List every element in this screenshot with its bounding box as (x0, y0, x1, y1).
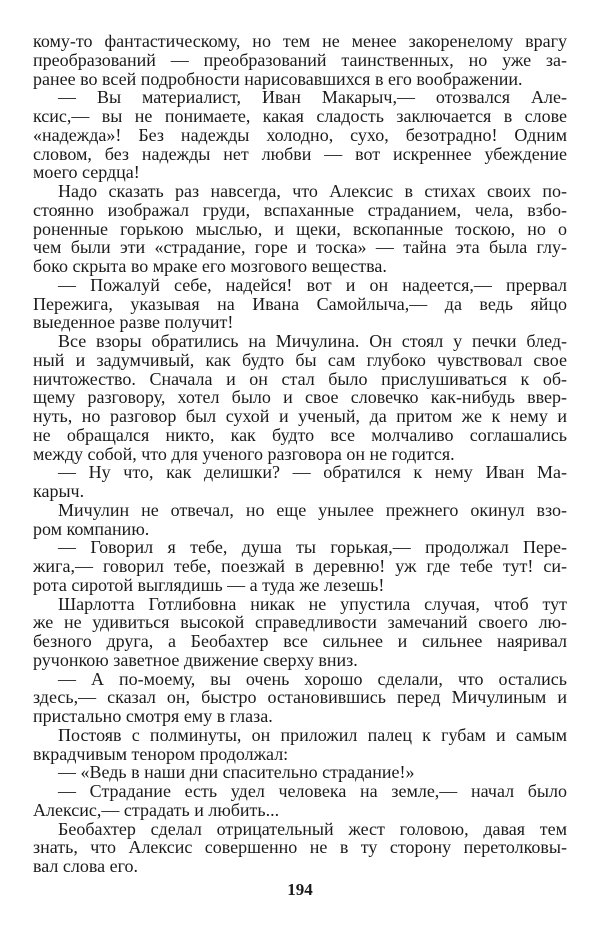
text-line: знать, что Алексис совершенно не в ту сторону перетолковы- (33, 837, 567, 858)
text-line: не обращался никто, как будто все молчаливо соглашались (33, 424, 567, 445)
text-line: боко скрыта во мраке его мозгового вещества. (33, 256, 387, 276)
text-line: чем были эти «страдание, горе и тоска» — тайна эта была глу- (33, 237, 567, 258)
text-line: преобразований — преобразований таинственных, но уже за- (33, 49, 567, 70)
text-line: Надо сказать раз навсегда, что Алексис в стихах своих по- (58, 181, 567, 201)
text-line: словом, без надежды нет любви — вот искреннее убеждение (33, 143, 567, 164)
page-text-body (33, 32, 567, 876)
text-line: же не удивиться высокой справедливости замечаний своего лю- (33, 612, 567, 633)
text-line: ручонкою заветное движение сверху вниз. (33, 649, 358, 670)
text-line: ный и задумчивый, как будто бы сам глубоко чувствовал свое (33, 349, 567, 370)
text-line: пристально смотря ему в глаза. (33, 706, 273, 726)
text-line: вкрадчивым тенором продолжал: (33, 743, 289, 764)
text-line: кому-то фантастическому, но тем не менее закоренелому врагу (33, 31, 567, 51)
text-line: «надежда»! Без надежды холодно, сухо, безотрадно! Одним (33, 124, 567, 145)
text-line: нуть, но разговор был сухой и ученый, да притом же к нему и (33, 406, 567, 426)
page-number: 194 (287, 880, 313, 899)
text-line: безного друга, а Беобахтер все сильнее и сильнее наяривал (33, 631, 567, 651)
text-line: — «Ведь в наши дни спасительно страдание!» (58, 762, 415, 783)
text-line: вал слова его. (33, 856, 139, 876)
text-line: роненные горькою мыслью, и щеки, вскопанные тоскою, но о (33, 218, 567, 239)
text-line: Пережига, указывая на Ивана Самойлыча,— да ведь яйцо (33, 293, 567, 314)
text-line: Все взоры обратились на Мичулина. Он стоял у печки блед- (58, 331, 567, 351)
text-line: Алексис,— страдать и любить... (33, 799, 280, 820)
text-line: карыч. (33, 481, 85, 501)
text-line: здесь,— сказал он, быстро остановившись перед Мичулиным и (33, 687, 567, 708)
text-line: — Пожалуй себе, надейся! вот и он надеется,— прервал (58, 274, 567, 295)
text-line: — А по-моему, вы очень хорошо сделали, что остались (58, 668, 567, 689)
text-line: Шарлотта Готлибовна никак не упустила случая, чтоб тут (58, 593, 567, 614)
text-line: Беобахтер сделал отрицательный жест головою, давая тем (58, 818, 567, 839)
text-line: — Ну что, как делишки? — обратился к нему Иван Ма- (58, 462, 567, 483)
text-line: щему разговору, хотел было и свое словечко как-нибудь ввер- (33, 387, 567, 408)
text-line: стоянно изображал груди, вспаханные страданием, чела, взбо- (33, 199, 567, 220)
text-line: жига,— говорил тебе, поезжай в деревню! уж где тебе тут! си- (33, 556, 567, 576)
text-line: — Говорил я тебе, душа ты горькая,— продолжал Пере- (58, 537, 567, 558)
text-line: — Вы материалист, Иван Макарыч,— отозвался Але- (58, 87, 567, 108)
text-line: Мичулин не отвечал, но еще унылее прежнего окинул взо- (58, 499, 567, 520)
text-line: моего сердца! (33, 162, 140, 183)
text-line: — Страдание есть удел человека на земле,— начал было (58, 781, 567, 801)
text-line: ранее во всей подробности нарисовавшихся в его воображении. (33, 68, 523, 89)
text-line: рота сиротой выглядишь — а туда же лезешь! (33, 574, 385, 595)
text-line: ром компанию. (33, 518, 150, 539)
text-line: ничтожество. Сначала и он стал было прислушиваться к об- (33, 368, 567, 389)
text-line: выеденное разве получит! (33, 312, 234, 333)
text-line: Постояв с полминуты, он приложил палец к губам и самым (58, 724, 567, 745)
text-line: между собой, что для ученого разговора он не годится. (33, 443, 455, 464)
text-line: ксис,— вы не понимаете, какая сладость заключается в слове (33, 106, 567, 126)
